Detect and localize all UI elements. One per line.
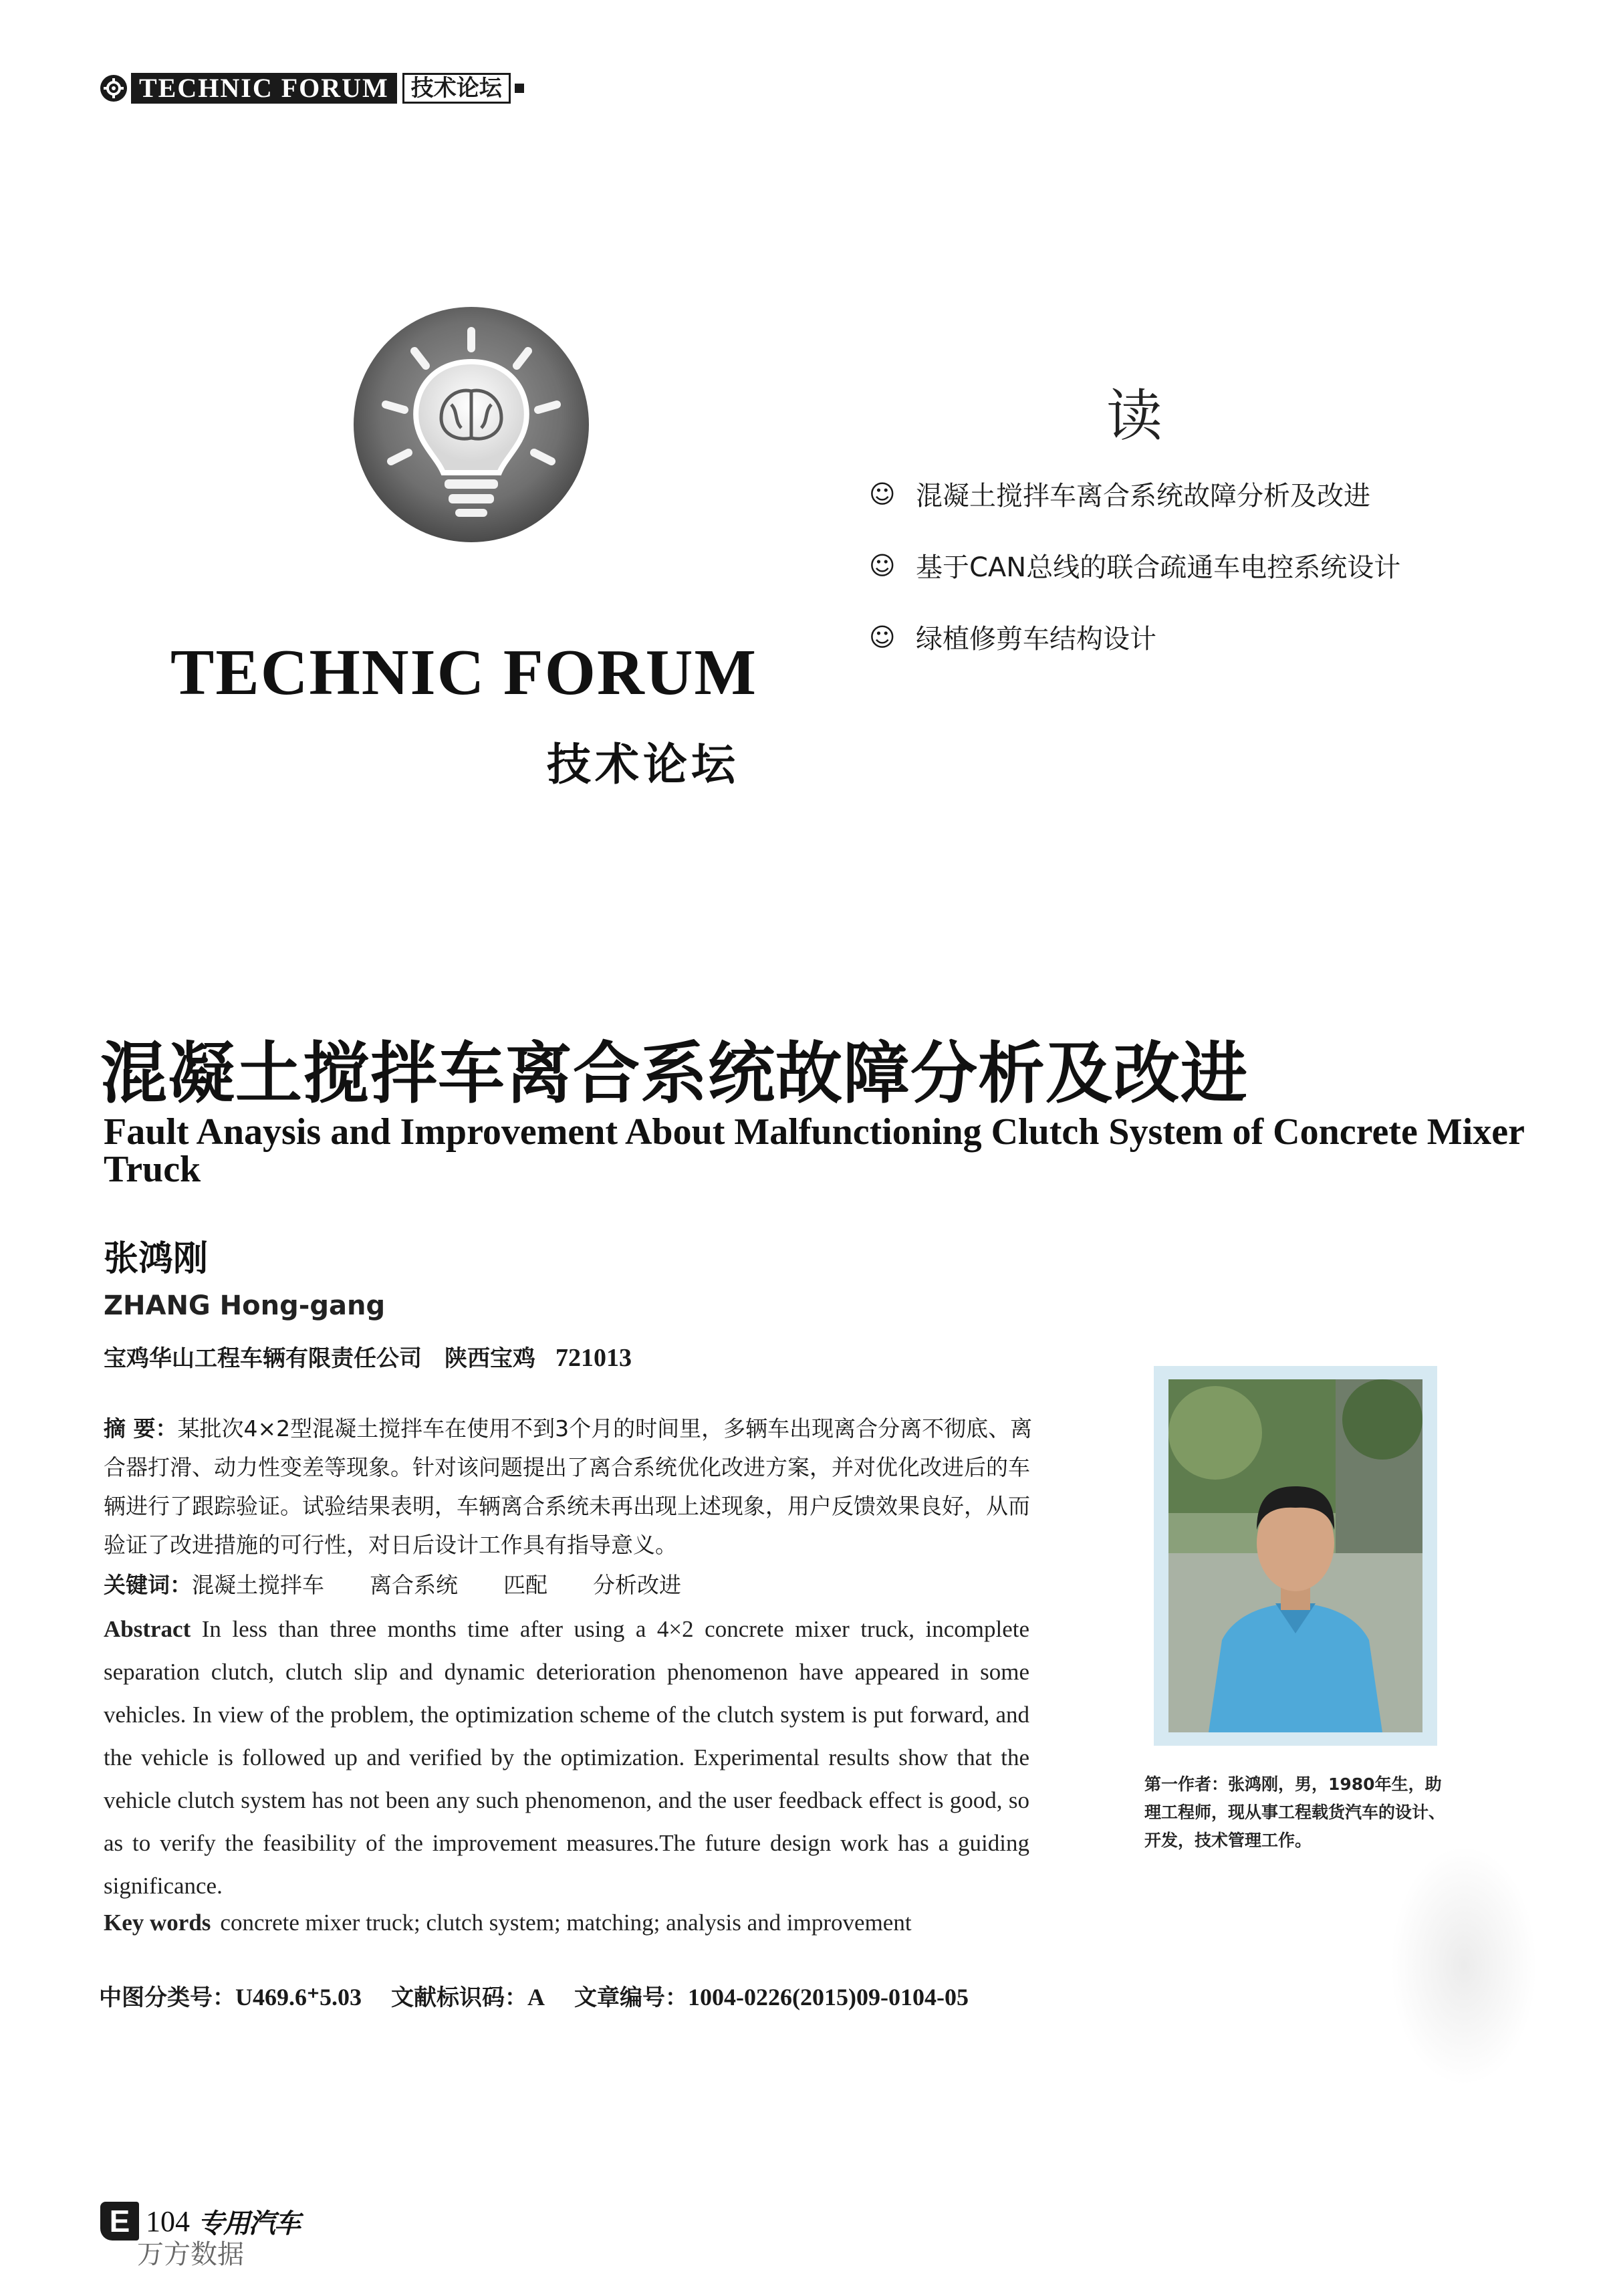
postal-code: 721013: [555, 1344, 632, 1372]
forum-title-en: TECHNIC FORUM: [170, 637, 758, 709]
abstract-en-text: In less than three months time after using a 4×2 concrete mixer truck, incomplete separation clutch, clutch slip and dynamic deterioration phenomenon have appeared in some vehicles. In view of the problem, the optimization scheme of the clutch system is put forward, and the vehicle is followed up and verified by the optimization. Experimental results show that the vehicle clutch system has not been any such phenomenon, and the user feedback effect is good, so as to verify the feasibility of the improvement measures.The future design work has a guiding significance.: [104, 1616, 1030, 1899]
article-title-cn: 混凝土搅拌车离合系统故障分析及改进: [100, 1034, 1248, 1113]
classification-line: [99, 1979, 998, 2012]
reading-item-label: 基于CAN总线的联合疏通车电控系统设计: [916, 552, 1401, 583]
reading-item[interactable]: [869, 601, 1400, 673]
author-name-cn: 张鸿刚: [104, 1239, 209, 1279]
keyword-cn: 混凝土搅拌车: [192, 1572, 324, 1598]
author-name-en: ZHANG Hong-gang: [104, 1290, 386, 1321]
keywords-cn-label: 关键词：: [104, 1572, 192, 1598]
keywords-en: [104, 1910, 912, 1936]
keyword-cn: 离合系统: [370, 1572, 458, 1598]
reading-item-label: 绿植修剪车结构设计: [916, 624, 1156, 655]
abstract-cn-text: 某批次4×2型混凝土搅拌车在使用不到3个月的时间里，多辆车出现离合分离不彻底、离合器打滑、动力性变差等现象。针对该问题提出了离合系统优化改进方案，并对优化改进后的车辆进行了跟踪验证。试验结果表明，车辆离合系统未再出现上述现象，用户反馈效果良好，从而验证了改进措施的可行性，对日后设计工作具有指导意义。: [104, 1415, 1033, 1558]
reading-heading: 读: [1106, 383, 1163, 449]
scan-smudge: [1390, 1845, 1537, 2086]
reading-item[interactable]: [869, 530, 1400, 601]
abstract-cn-label: 摘 要：: [104, 1415, 178, 1442]
magazine-name: 专用汽车: [198, 2208, 299, 2239]
smiley-icon: ☺: [869, 479, 896, 509]
smiley-icon: ☺: [869, 550, 896, 580]
page-number: 104: [146, 2204, 190, 2238]
section-banner: [100, 72, 524, 104]
author-affiliation: [104, 1340, 632, 1373]
abstract-en-label: Abstract: [104, 1616, 191, 1642]
abstract-cn: [104, 1409, 1033, 1565]
clc-value: U469.6⁺5.03: [235, 1984, 362, 2011]
magazine-logo-icon: E: [100, 2202, 139, 2241]
lightbulb-brain-icon: [351, 304, 592, 545]
keyword-cn: 分析改进: [593, 1572, 681, 1598]
gear-icon: [100, 75, 127, 102]
article-no-label: 文章编号：: [574, 1984, 688, 2011]
reading-list: [869, 458, 1400, 673]
article-no-value: 1004-0226(2015)09-0104-05: [688, 1984, 969, 2011]
banner-square-icon: [515, 84, 524, 93]
banner-title-en: TECHNIC FORUM: [131, 73, 397, 104]
photo-caption: 第一作者：张鸿刚，男，1980年生，助理工程师，现从事工程载货汽车的设计、开发，技术管理工作。: [1144, 1774, 1446, 1850]
abstract-en: [104, 1608, 1029, 1908]
doc-code-value: A: [527, 1984, 545, 2011]
author-photo: [1168, 1379, 1422, 1732]
keywords-en-label: Key words: [104, 1910, 211, 1936]
article-title-en: Fault Anaysis and Improvement About Malfunctioning Clutch System of Concrete Mixer Truck: [104, 1111, 1524, 1190]
affiliation-text: 宝鸡华山工程车辆有限责任公司 陕西宝鸡: [104, 1345, 535, 1372]
keyword-cn: 匹配: [503, 1572, 547, 1598]
keywords-cn: [104, 1568, 681, 1599]
keywords-en-text: concrete mixer truck; clutch system; matching; analysis and improvement: [220, 1910, 912, 1936]
banner-title-cn: 技术论坛: [402, 73, 511, 104]
doc-code-label: 文献标识码：: [391, 1984, 527, 2011]
clc-label: 中图分类号：: [99, 1984, 235, 2011]
forum-title-cn: 技术论坛: [547, 738, 739, 790]
reading-item[interactable]: [869, 458, 1400, 530]
watermark-text: 万方数据: [137, 2239, 244, 2270]
reading-item-label: 混凝土搅拌车离合系统故障分析及改进: [916, 481, 1370, 511]
smiley-icon: ☺: [869, 622, 896, 652]
